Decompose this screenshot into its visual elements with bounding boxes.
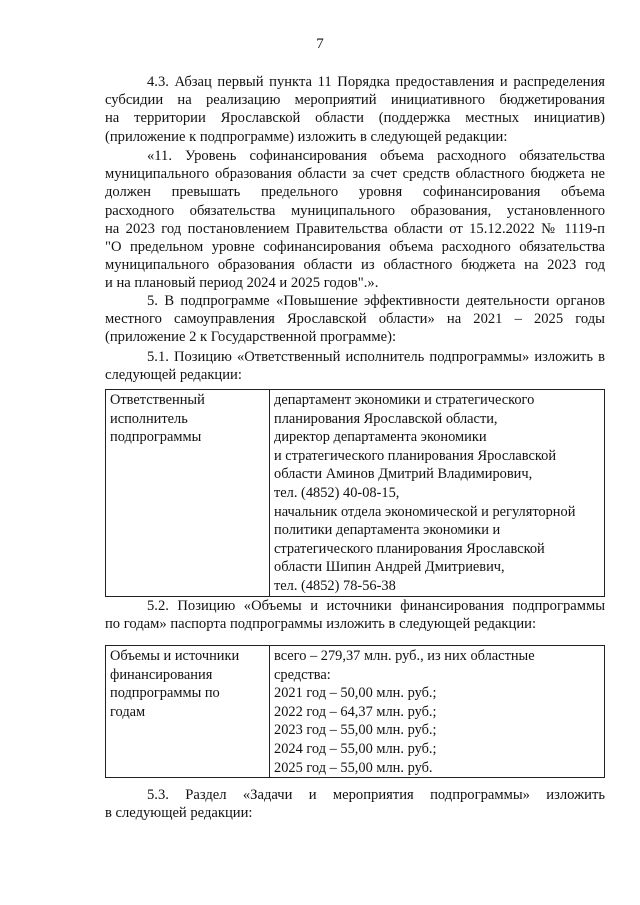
cell-line: планирования Ярославской области, [274, 410, 498, 427]
cell-line: средства: [274, 666, 331, 683]
text-line: на территории Ярославской области (поддержка местных инициатив) [105, 110, 605, 127]
table-label-cell [106, 390, 270, 597]
text-line: должен превышать предельного уровня софинансирования объема [105, 184, 605, 201]
text-line: и на плановый период 2024 и 2025 годов".». [105, 275, 379, 292]
cell-line: 2024 год – 55,00 млн. руб.; [274, 740, 437, 757]
cell-line: исполнитель [110, 410, 188, 427]
text-line: расходного обязательства муниципального образования, установленного [105, 202, 605, 219]
text-line: следующей редакции: [105, 367, 242, 384]
table-row [106, 390, 605, 597]
text-line: 5. В подпрограмме «Повышение эффективности деятельности органов [147, 293, 605, 309]
cell-line: департамент экономики и стратегического [274, 392, 535, 408]
cell-line: тел. (4852) 78-56-38 [274, 577, 396, 594]
cell-line: 2023 год – 55,00 млн. руб.; [274, 722, 437, 739]
cell-line: финансирования [110, 666, 213, 683]
text-line: (приложение к подпрограмме) изложить в следующей редакции: [105, 128, 508, 145]
paragraph-5-1 [105, 348, 605, 384]
responsible-executor-table [105, 389, 605, 597]
paragraph-4-3 [105, 73, 605, 146]
cell-line: годам [110, 703, 146, 720]
table-row [106, 646, 605, 778]
paragraph-5 [105, 292, 605, 347]
cell-line: Ответственный [110, 392, 205, 408]
financing-table [105, 645, 605, 778]
paragraph-quote-11 [105, 147, 605, 293]
text-line: 5.2. Позицию «Объемы и источники финансирования подпрограммы [147, 598, 605, 614]
page-number: 7 [316, 36, 324, 52]
cell-line: стратегического планирования Ярославской [274, 540, 545, 557]
text-line: муниципального образования области из областного бюджета на 2023 год [105, 257, 605, 274]
table-value-cell [270, 646, 605, 778]
cell-line: области Шипин Андрей Дмитриевич, [274, 559, 505, 576]
cell-line: 2025 год – 55,00 млн. руб. [274, 759, 433, 776]
cell-line: подпрограммы [110, 429, 202, 446]
text-line: 4.3. Абзац первый пункта 11 Порядка предоставления и распределения [147, 74, 605, 90]
cell-line: Объемы и источники [110, 648, 240, 664]
cell-line: подпрограммы по [110, 685, 220, 702]
cell-line: политики департамента экономики и [274, 522, 501, 539]
text-line: в следующей редакции: [105, 805, 253, 822]
text-line: (приложение 2 к Государственной программе): [105, 329, 397, 346]
text-line: "О предельном уровне софинансирования объема расходного обязательства [105, 239, 605, 256]
cell-line: начальник отдела экономической и регуляторной [274, 503, 576, 520]
paragraph-5-2 [105, 597, 605, 633]
table-label-cell [106, 646, 270, 778]
paragraph-5-3 [105, 786, 605, 822]
cell-line: всего – 279,37 млн. руб., из них областные [274, 648, 535, 664]
text-line: на 2023 год постановлением Правительства области от 15.12.2022 № 1119-п [105, 220, 605, 237]
cell-line: области Аминов Дмитрий Владимирович, [274, 466, 533, 483]
cell-line: 2022 год – 64,37 млн. руб.; [274, 703, 437, 720]
text-line: по годам» паспорта подпрограммы изложить в следующей редакции: [105, 616, 536, 633]
text-line: 5.3. Раздел «Задачи и мероприятия подпрограммы» изложить [147, 787, 605, 803]
text-line: «11. Уровень софинансирования объема расходного обязательства [147, 148, 605, 164]
text-line: местного самоуправления Ярославской области» на 2021 – 2025 годы [105, 311, 605, 328]
cell-line: и стратегического планирования Ярославской [274, 447, 557, 464]
text-line: муниципального образования области за счет средств областного бюджета не [105, 166, 605, 183]
text-line: субсидии на реализацию мероприятий инициативного бюджетирования [105, 92, 605, 109]
text-line: 5.1. Позицию «Ответственный исполнитель подпрограммы» изложить в [147, 349, 605, 365]
cell-line: 2021 год – 50,00 млн. руб.; [274, 685, 437, 702]
table-value-cell [270, 390, 605, 597]
cell-line: тел. (4852) 40-08-15, [274, 484, 400, 501]
cell-line: директор департамента экономики [274, 429, 487, 446]
